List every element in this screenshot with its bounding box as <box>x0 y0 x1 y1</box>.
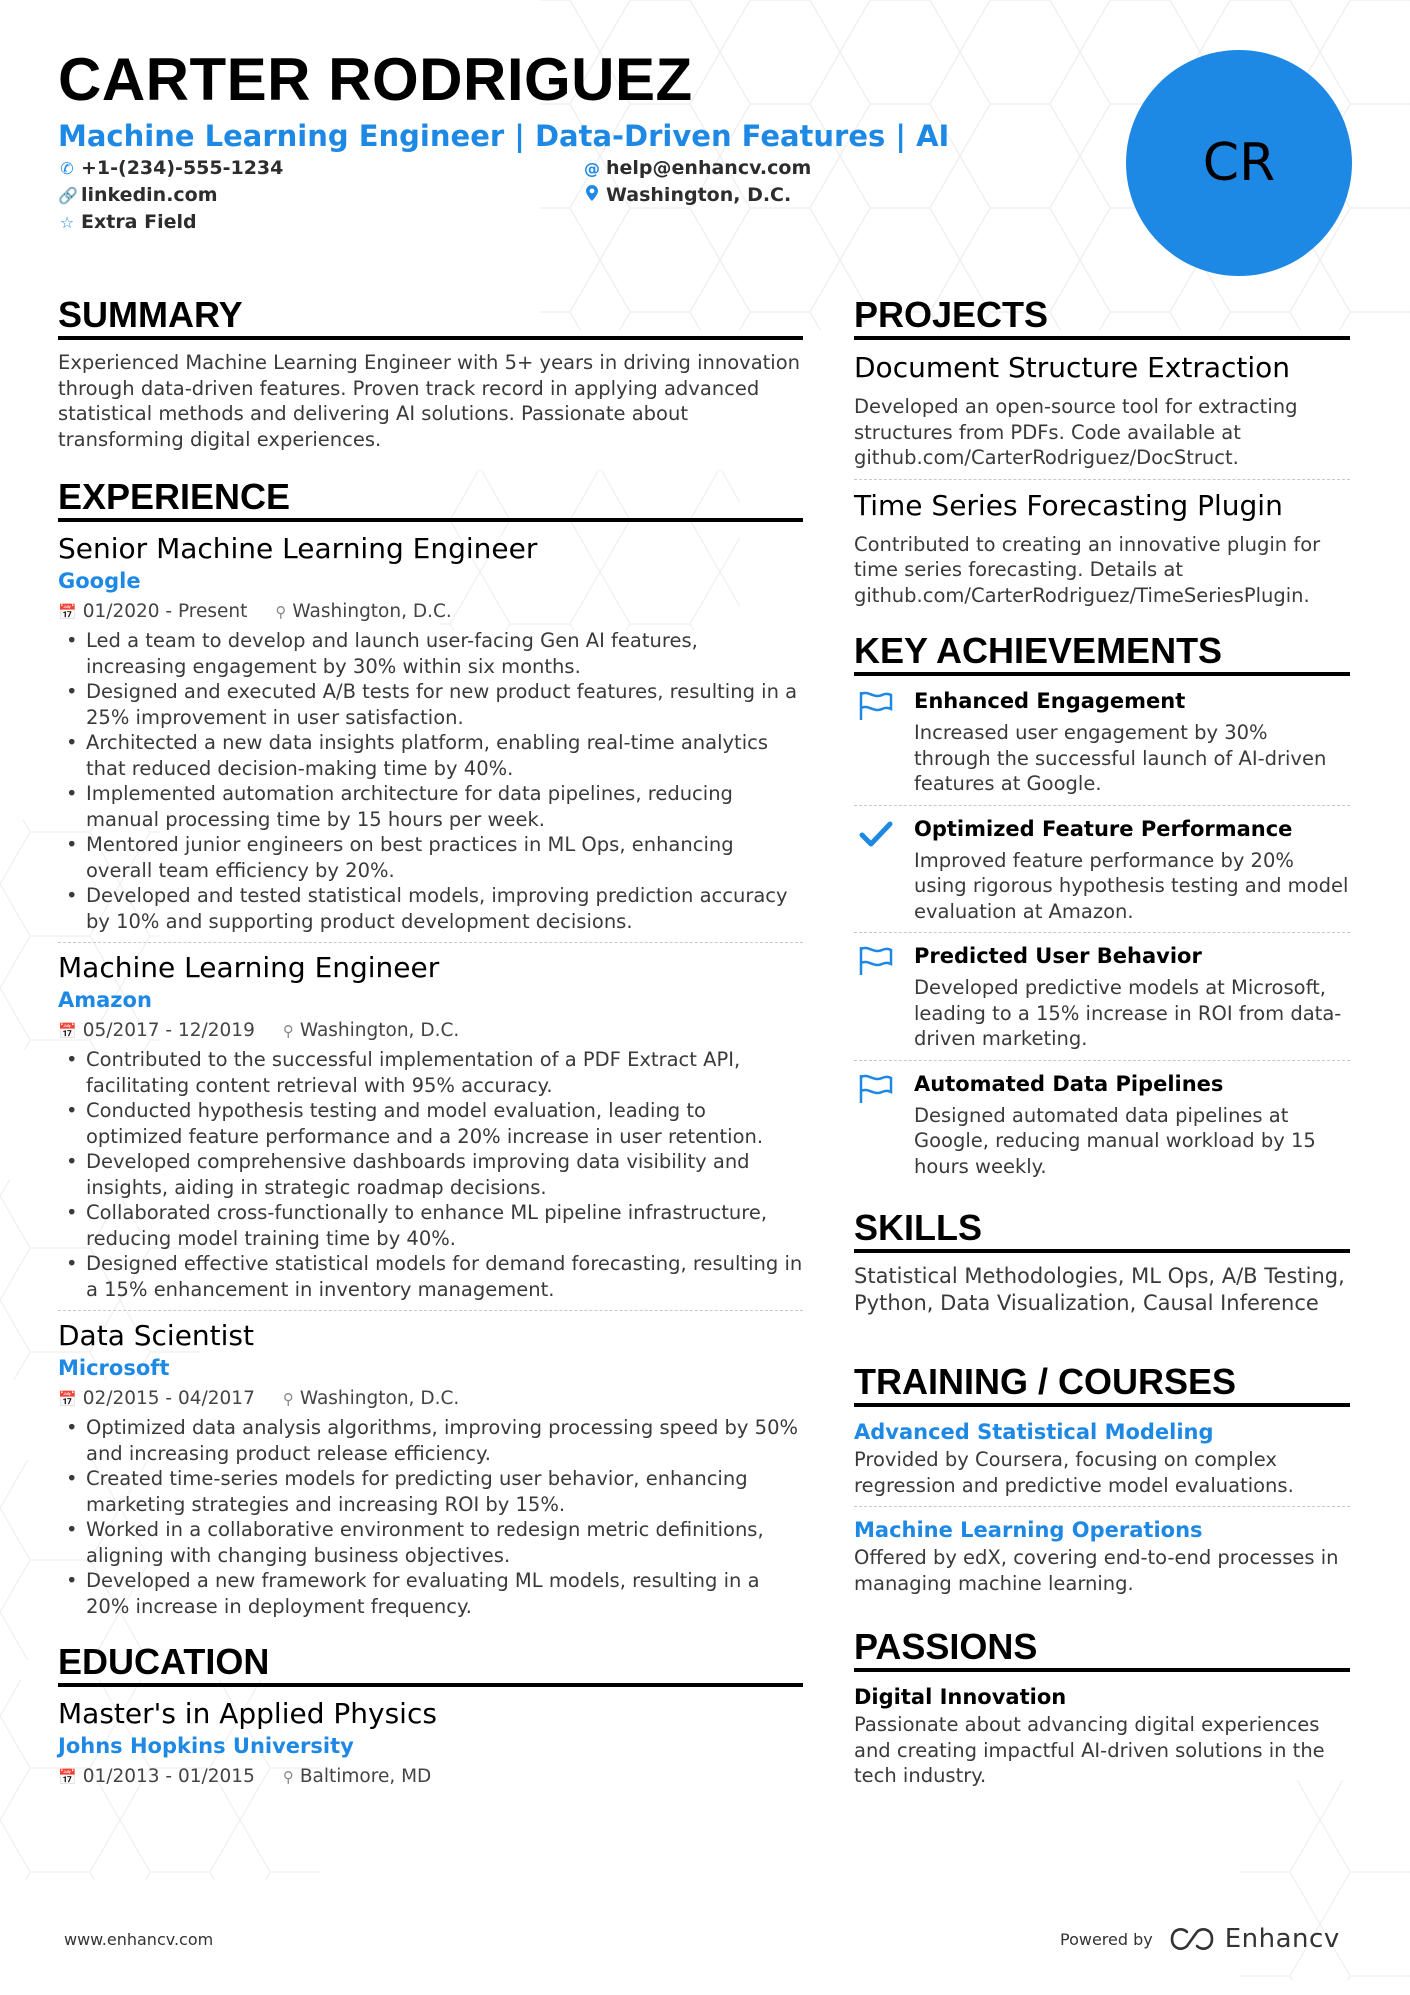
left-column <box>58 294 803 1791</box>
divider <box>854 1506 1350 1507</box>
achievement-description: Developed predictive models at Microsoft, leading to a 15% increase in ROI from data-driven marketing. <box>914 976 1342 1050</box>
bullet-item: • Mentored junior engineers on best practices in ML Ops, enhancing overall team efficiency by 20%. <box>58 832 803 883</box>
achievement-description: Improved feature performance by 20% using rigorous hypothesis testing and model evaluation at Amazon. <box>914 848 1349 923</box>
projects-section <box>854 294 1350 608</box>
bullet-item: • Implemented automation architecture for data pipelines, reducing manual processing time by 15 hours per week. <box>58 781 803 832</box>
project-description: Developed an open-source tool for extracting structures from PDFs. Code available at github.com/CarterRodriguez/DocStruct. <box>854 395 1298 469</box>
bullet-item: • Developed comprehensive dashboards improving data visibility and insights, aiding in strategic roadmap decisions. <box>58 1149 803 1200</box>
bullet-item: • Developed and tested statistical models, improving prediction accuracy by 10% and supporting product development decisions. <box>58 883 803 934</box>
job-title: Senior Machine Learning Engineer <box>58 532 538 565</box>
link-icon: 🔗 <box>58 186 78 205</box>
check-icon <box>858 818 894 850</box>
job-dates: 05/2017 - 12/2019 <box>82 1020 255 1041</box>
phone-text: +1-(234)-555-1234 <box>81 157 284 179</box>
location-pin-icon: ⚲ <box>282 1768 294 1786</box>
achievement-title: Enhanced Engagement <box>914 689 1186 713</box>
summary-section <box>58 294 803 452</box>
achievement-title: Automated Data Pipelines <box>914 1071 1224 1096</box>
achievement-item <box>854 814 1350 925</box>
enhancv-logo-icon <box>1169 1927 1215 1951</box>
email-text: help@enhancv.com <box>606 157 812 179</box>
project-title: Document Structure Extraction <box>854 351 1291 384</box>
calendar-icon: 📅 <box>58 1768 77 1786</box>
bullet-item: • Designed and executed A/B tests for new product features, resulting in a 25% improvement in user satisfaction. <box>58 679 803 730</box>
flag-icon <box>858 690 894 722</box>
powered-by-label: Powered by <box>1060 1929 1153 1949</box>
divider <box>854 479 1350 480</box>
location-pin-icon: ⚲ <box>282 1390 294 1408</box>
location-pin-icon <box>583 184 601 208</box>
job-entry <box>58 951 803 1302</box>
at-icon: @ <box>584 159 600 178</box>
projects-heading: PROJECTS <box>854 294 1350 340</box>
skills-heading: SKILLS <box>854 1207 1350 1253</box>
job-meta <box>58 1017 803 1045</box>
passions-section <box>854 1626 1350 1789</box>
job-bullets <box>58 1415 803 1619</box>
experience-heading: EXPERIENCE <box>58 476 803 522</box>
passion-description: Passionate about advancing digital experiences and creating impactful AI-driven solutions in the tech industry. <box>854 1713 1325 1787</box>
calendar-icon: 📅 <box>58 1022 77 1040</box>
bullet-item: • Collaborated cross-functionally to enhance ML pipeline infrastructure, reducing model training time by 40%. <box>58 1200 803 1251</box>
achievement-item <box>854 941 1350 1052</box>
experience-section <box>58 476 803 1619</box>
linkedin-text: linkedin.com <box>81 184 218 206</box>
passions-heading: PASSIONS <box>854 1626 1350 1672</box>
job-dates: 02/2015 - 04/2017 <box>82 1388 255 1409</box>
job-location: Washington, D.C. <box>299 1388 460 1409</box>
flag-icon <box>858 1073 894 1105</box>
bullet-item: • Designed effective statistical models for demand forecasting, resulting in a 15% enhancement in inventory management. <box>58 1251 803 1302</box>
education-heading: EDUCATION <box>58 1641 803 1687</box>
course-description: Provided by Coursera, focusing on complex regression and predictive model evaluations. <box>854 1448 1294 1497</box>
headline: Machine Learning Engineer | Data-Driven Features | AI <box>58 119 950 153</box>
course-item <box>854 1417 1350 1498</box>
footer-branding[interactable] <box>1060 1924 1340 1954</box>
project-description: Contributed to creating an innovative plugin for time series forecasting. Details at github.com/CarterRodriguez/TimeSeriesPlugin. <box>854 532 1321 607</box>
job-location: Washington, D.C. <box>299 1020 460 1041</box>
divider <box>58 1310 803 1311</box>
summary-heading: SUMMARY <box>58 294 803 340</box>
course-description: Offered by edX, covering end-to-end processes in managing machine learning. <box>854 1546 1339 1595</box>
job-title: Data Scientist <box>58 1319 254 1352</box>
bullet-item: • Led a team to develop and launch user-facing Gen AI features, increasing engagement by 30% within six months. <box>58 628 803 679</box>
extra-field-text: Extra Field <box>81 211 197 233</box>
achievement-item <box>854 686 1350 797</box>
training-section <box>854 1361 1350 1596</box>
job-meta <box>58 1385 803 1413</box>
training-heading: TRAINING / COURSES <box>854 1361 1350 1407</box>
bullet-item: • Optimized data analysis algorithms, improving processing speed by 50% and increasing product release efficiency. <box>58 1415 803 1466</box>
achievements-section <box>854 630 1350 1179</box>
job-meta <box>58 598 803 626</box>
achievements-heading: KEY ACHIEVEMENTS <box>854 630 1350 676</box>
star-icon: ☆ <box>59 213 75 232</box>
job-bullets <box>58 628 803 934</box>
divider <box>854 932 1350 933</box>
job-entry <box>58 532 803 934</box>
location-pin-icon: ⚲ <box>282 1022 294 1040</box>
job-title: Machine Learning Engineer <box>58 951 440 984</box>
divider <box>854 1060 1350 1061</box>
job-dates: 01/2020 - Present <box>82 601 248 622</box>
avatar-initials: CR <box>1202 133 1276 193</box>
phone-icon: ✆ <box>60 159 74 178</box>
company-name: Microsoft <box>58 1356 170 1380</box>
school-name: Johns Hopkins University <box>58 1734 354 1758</box>
project-item <box>854 350 1350 471</box>
bullet-item: • Conducted hypothesis testing and model evaluation, leading to optimized feature performance and a 20% increase in user retention. <box>58 1098 803 1149</box>
avatar <box>1126 50 1352 276</box>
divider <box>58 942 803 943</box>
bullet-item: • Contributed to the successful implementation of a PDF Extract API, facilitating content retrieval with 95% accuracy. <box>58 1047 803 1098</box>
brand-name: Enhancv <box>1224 1924 1340 1954</box>
summary-text: Experienced Machine Learning Engineer with 5+ years in driving innovation through data-driven features. Proven track record in applying advanced statistical methods and delivering AI solutions. Passionate about transforming digital experiences. <box>58 351 801 451</box>
bullet-item: • Worked in a collaborative environment to redesign metric definitions, aligning with changing business objectives. <box>58 1517 803 1568</box>
education-meta <box>58 1763 803 1791</box>
brand-logo <box>1169 1924 1340 1954</box>
skills-section <box>854 1207 1350 1317</box>
achievement-title: Predicted User Behavior <box>914 944 1202 968</box>
degree-title: Master's in Applied Physics <box>58 1697 437 1730</box>
calendar-icon: 📅 <box>58 603 77 621</box>
divider <box>854 805 1350 806</box>
company-name: Google <box>58 569 141 593</box>
location-contact <box>583 183 791 208</box>
job-bullets <box>58 1047 803 1302</box>
skills-text: Statistical Methodologies, ML Ops, A/B Testing, Python, Data Visualization, Causal Inference <box>854 1264 1345 1315</box>
flag-icon <box>858 945 894 977</box>
course-item <box>854 1515 1350 1596</box>
education-dates: 01/2013 - 01/2015 <box>82 1766 255 1787</box>
right-column <box>854 294 1350 1789</box>
job-location: Washington, D.C. <box>292 601 452 622</box>
candidate-name: CARTER RODRIGUEZ <box>58 46 693 113</box>
job-entry <box>58 1319 803 1619</box>
project-title: Time Series Forecasting Plugin <box>854 488 1283 522</box>
bullet-item: • Developed a new framework for evaluating ML models, resulting in a 20% increase in deployment frequency. <box>58 1568 803 1619</box>
location-text: Washington, D.C. <box>606 184 792 206</box>
course-title: Machine Learning Operations <box>854 1518 1203 1542</box>
footer-website[interactable]: www.enhancv.com <box>64 1930 214 1949</box>
bullet-item: • Created time-series models for predicting user behavior, enhancing marketing strategies and increasing ROI by 15%. <box>58 1466 803 1517</box>
email-contact[interactable] <box>583 156 811 181</box>
bullet-item: • Architected a new data insights platform, enabling real-time analytics that reduced decision-making time by 40%. <box>58 730 803 781</box>
passion-title: Digital Innovation <box>854 1685 1067 1709</box>
education-section <box>58 1641 803 1791</box>
extra-field <box>58 210 197 235</box>
achievement-description: Designed automated data pipelines at Google, reducing manual workload by 15 hours weekly. <box>914 1103 1316 1178</box>
achievement-title: Optimized Feature Performance <box>914 816 1293 841</box>
linkedin-contact[interactable] <box>58 183 218 208</box>
course-title: Advanced Statistical Modeling <box>854 1420 1214 1444</box>
phone-contact[interactable] <box>58 156 283 181</box>
location-pin-icon: ⚲ <box>275 603 287 621</box>
project-item <box>854 488 1350 609</box>
company-name: Amazon <box>58 988 152 1012</box>
achievement-description: Increased user engagement by 30% through the successful launch of AI-driven features at Google. <box>914 721 1327 795</box>
calendar-icon: 📅 <box>58 1390 77 1408</box>
achievement-item <box>854 1069 1350 1180</box>
education-location: Baltimore, MD <box>299 1766 432 1787</box>
